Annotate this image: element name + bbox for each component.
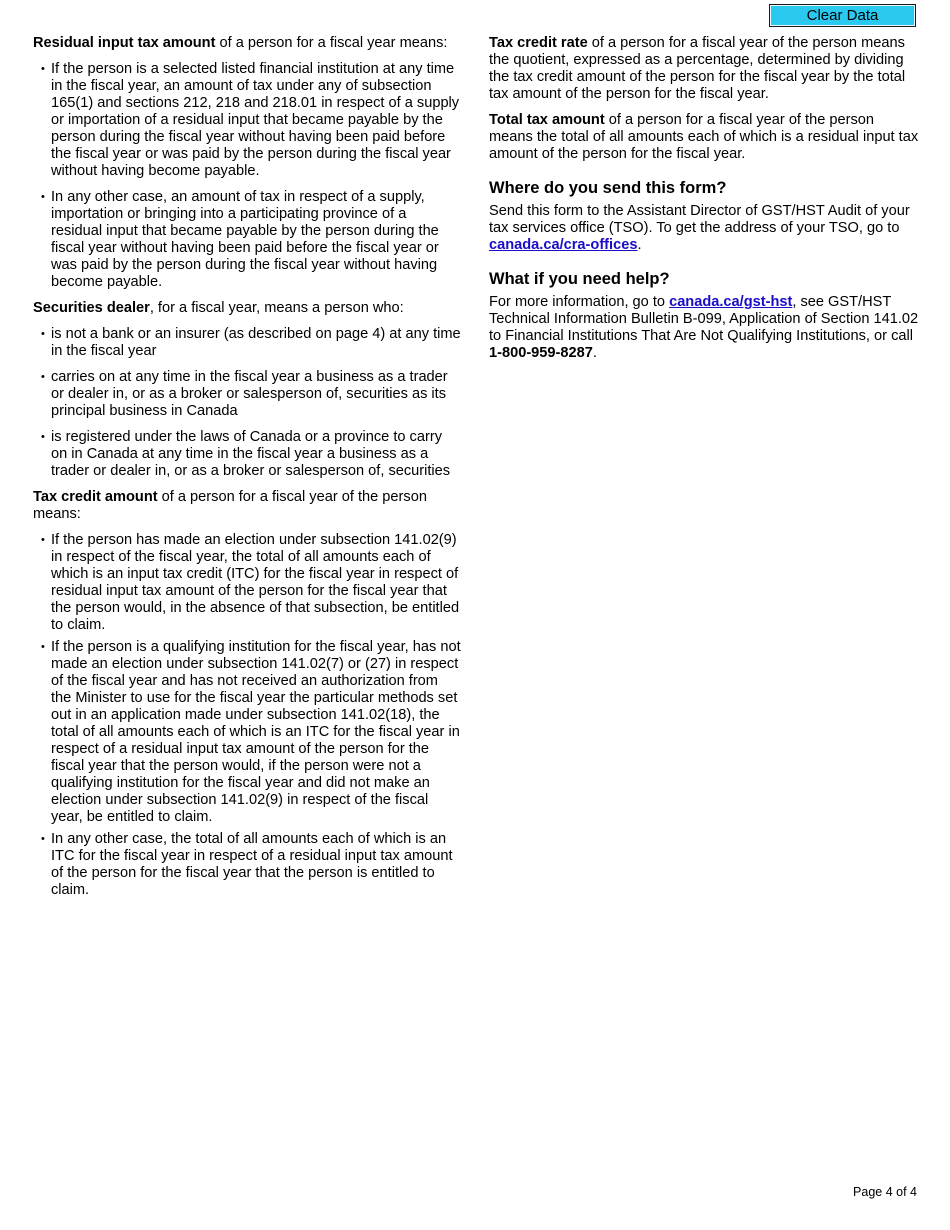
send-heading: Where do you send this form? <box>489 179 727 197</box>
help-text-1: For more information, go to <box>489 294 670 310</box>
tax-credit-amount-intro: of a person for a fiscal year of the person means: <box>33 489 427 522</box>
clear-data-button[interactable]: Clear Data <box>769 4 916 27</box>
help-heading: What if you need help? <box>489 270 670 288</box>
securities-list <box>33 326 461 480</box>
tax-credit-rate-term: Tax credit rate <box>489 35 588 51</box>
list-item: • If the person is a qualifying institution for the fiscal year, has not made an election under subsection 141.02(7) or (27) in respect of the fiscal year and has not received an authorization from the Minister to use for the fiscal year the particular methods set out in an application made under subsection 141.02(18), the total of all amounts each of which is an ITC for the fiscal year in respect of a residual input tax amount of the person for the fiscal year that the person would, if the person were not a qualifying institution for the fiscal year and did not make an election under subsection 141.02(9) in respect of the fiscal year, be entitled to claim. <box>33 639 461 826</box>
total-tax-amount-definition <box>489 112 921 163</box>
tax-credit-amount-term: Tax credit amount <box>33 489 158 505</box>
list-item: • is not a bank or an insurer (as described on page 4) at any time in the fiscal year <box>33 326 461 360</box>
list-item: • In any other case, the total of all amounts each of which is an ITC for the fiscal year in respect of a residual input tax amount of the person for the fiscal year that the person is entitled to claim. <box>33 831 461 899</box>
right-column <box>489 35 921 371</box>
send-text: Send this form to the Assistant Director of GST/HST Audit of your tax services office (TSO). To get the address of your TSO, go to <box>489 203 910 236</box>
total-tax-amount-term: Total tax amount <box>489 112 605 128</box>
residual-list <box>33 61 461 291</box>
residual-intro: of a person for a fiscal year means: <box>215 35 448 51</box>
tax-credit-amount-definition <box>33 489 461 523</box>
residual-term: Residual input tax amount <box>33 35 216 51</box>
help-paragraph <box>489 294 921 362</box>
tax-credit-rate-definition <box>489 35 921 103</box>
list-item: • carries on at any time in the fiscal year a business as a trader or dealer in, or as a broker or salesperson of, securities as its principal business in Canada <box>33 369 461 420</box>
tax-credit-rate-text: of a person for a fiscal year of the person means the quotient, expressed as a percentage, determined by dividing the tax credit amount of the person for the fiscal year by the total tax amount of the person for the fiscal year. <box>489 35 906 102</box>
list-item: • If the person has made an election under subsection 141.02(9) in respect of the fiscal year, the total of all amounts each of which is an input tax credit (ITC) for the fiscal year in respect of residual input tax amount of the person for the fiscal year that the person would, in the absence of that subsection, be entitled to claim. <box>33 532 461 634</box>
tax-credit-amount-list <box>33 532 461 899</box>
send-end: . <box>637 237 642 253</box>
cra-offices-link[interactable]: canada.ca/cra-offices <box>489 237 638 253</box>
total-tax-amount-text: of a person for a fiscal year of the person means the total of all amounts each of which is a residual input tax amount of the person for the fiscal year. <box>489 112 919 162</box>
list-item: • If the person is a selected listed financial institution at any time in the fiscal year, an amount of tax under any of subsection 165(1) and sections 212, 218 and 218.01 in respect of a supply or importation of a residual input that became payable by the person during the fiscal year without having been paid before the fiscal year or was paid by the person during the fiscal year without having become payable. <box>33 61 461 180</box>
securities-term: Securities dealer <box>33 300 150 316</box>
list-item: • is registered under the laws of Canada or a province to carry on in Canada at any time in the fiscal year a business as a trader or dealer in, or as a broker or salesperson of, securities <box>33 429 461 480</box>
left-column <box>33 35 461 908</box>
send-paragraph <box>489 203 921 254</box>
page-number: Page 4 of 4 <box>853 1185 917 1199</box>
residual-definition <box>33 35 461 52</box>
list-item: • In any other case, an amount of tax in respect of a supply, importation or bringing into a participating province of a residual input that became payable by the person during the fiscal year without having been paid before the fiscal year or was paid by the person during the fiscal year without having become payable. <box>33 189 461 291</box>
help-phone: 1-800-959-8287 <box>489 345 593 361</box>
gst-hst-link[interactable]: canada.ca/gst-hst <box>669 294 793 310</box>
securities-intro: , for a fiscal year, means a person who: <box>149 300 404 316</box>
help-end: . <box>592 345 597 361</box>
help-text-2: , see GST/HST Technical Information Bulletin B-099, Application of Section 141.02 to Financial Institutions That Are Not Qualifying Institutions, or call <box>489 294 919 344</box>
securities-definition <box>33 300 461 317</box>
